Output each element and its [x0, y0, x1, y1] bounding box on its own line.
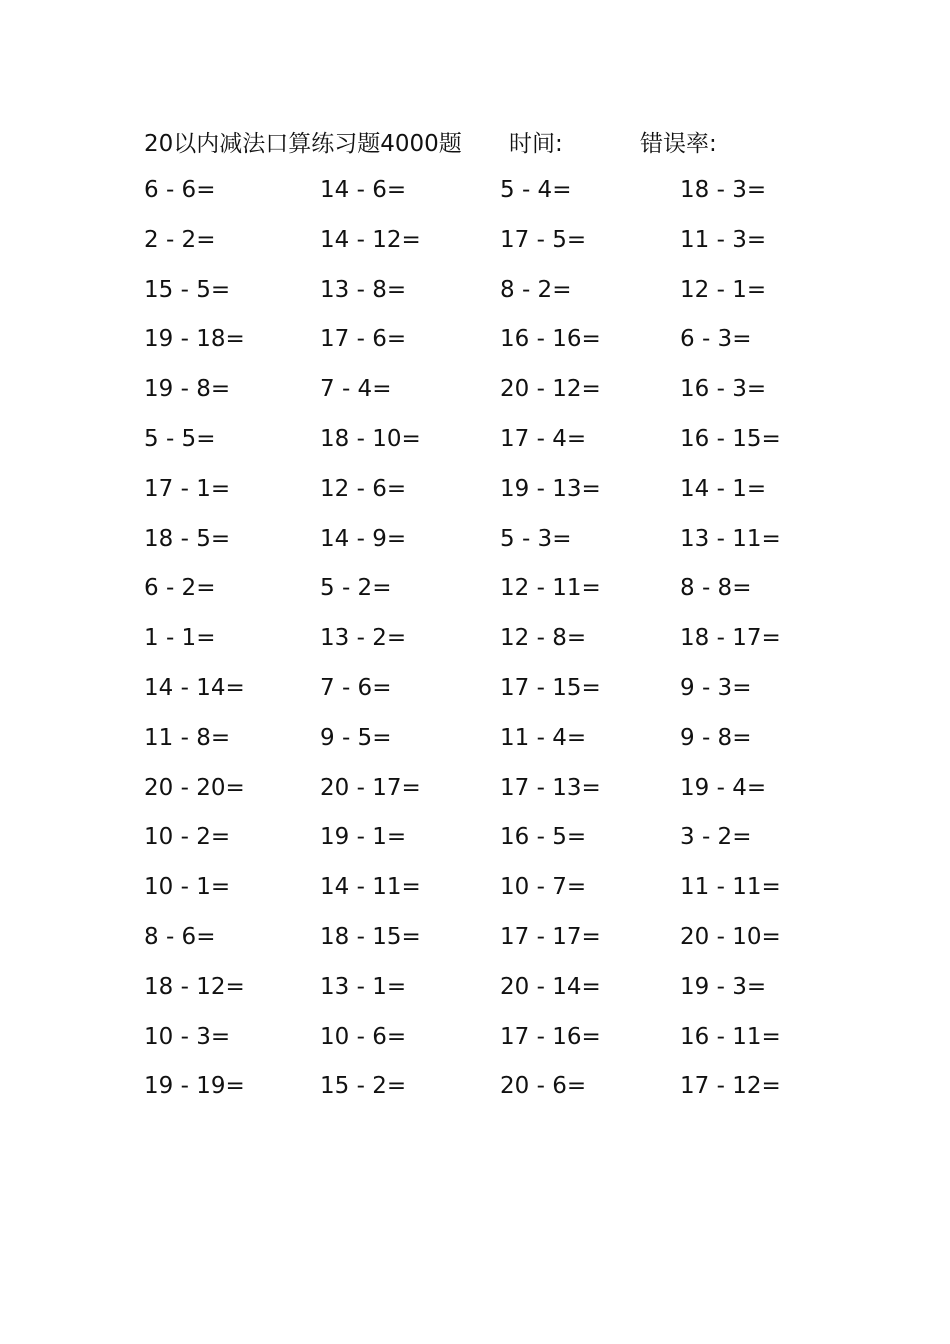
problem-cell: 19 - 19= — [144, 1073, 245, 1100]
problem-cell: 17 - 5= — [500, 226, 587, 253]
problem-cell: 17 - 1= — [144, 475, 231, 502]
problem-cell: 14 - 14= — [144, 674, 245, 701]
problem-cell: 11 - 3= — [680, 226, 767, 253]
problem-cell: 6 - 6= — [144, 177, 216, 203]
problem-row — [0, 863, 950, 913]
problem-cell: 7 - 4= — [320, 376, 392, 403]
problem-cell: 19 - 18= — [144, 326, 245, 353]
problem-cell: 8 - 2= — [500, 276, 572, 303]
problem-row — [0, 315, 950, 365]
problem-cell: 10 - 7= — [500, 874, 587, 901]
problem-cell: 11 - 11= — [680, 874, 781, 901]
problem-cell: 6 - 2= — [144, 575, 216, 602]
problem-cell: 5 - 4= — [500, 177, 572, 203]
problem-cell: 1 - 1= — [144, 625, 216, 652]
time-label: 时间: — [509, 131, 563, 157]
problem-cell: 14 - 9= — [320, 525, 407, 552]
problem-cell: 5 - 5= — [144, 425, 216, 452]
problem-cell: 7 - 6= — [320, 674, 392, 701]
worksheet-title: 20以内减法口算练习题4000题 — [144, 131, 462, 157]
problem-cell: 19 - 1= — [320, 824, 407, 851]
problem-row — [0, 614, 950, 664]
problem-cell: 14 - 1= — [680, 475, 767, 502]
problem-row — [0, 963, 950, 1013]
problem-cell: 17 - 6= — [320, 326, 407, 353]
problem-row — [0, 913, 950, 963]
problem-cell: 13 - 1= — [320, 973, 407, 1000]
problem-cell: 20 - 10= — [680, 923, 781, 950]
problem-cell: 18 - 10= — [320, 425, 421, 452]
problem-cell: 19 - 8= — [144, 376, 231, 403]
problem-cell: 10 - 1= — [144, 874, 231, 901]
problem-cell: 20 - 6= — [500, 1073, 587, 1100]
problem-cell: 18 - 15= — [320, 923, 421, 950]
problem-cell: 14 - 11= — [320, 874, 421, 901]
problem-cell: 17 - 16= — [500, 1023, 601, 1050]
problem-cell: 13 - 8= — [320, 276, 407, 303]
problem-cell: 9 - 5= — [320, 724, 392, 751]
problem-row — [0, 813, 950, 863]
problem-row — [0, 1062, 950, 1112]
problem-cell: 11 - 8= — [144, 724, 231, 751]
problem-row — [0, 515, 950, 565]
problem-cell: 14 - 12= — [320, 226, 421, 253]
problem-cell: 17 - 17= — [500, 923, 601, 950]
worksheet-header — [0, 124, 950, 164]
problem-cell: 2 - 2= — [144, 226, 216, 253]
problem-cell: 20 - 12= — [500, 376, 601, 403]
problem-row — [0, 266, 950, 316]
problem-cell: 9 - 3= — [680, 674, 752, 701]
problem-row — [0, 564, 950, 614]
problem-row — [0, 415, 950, 465]
problem-cell: 12 - 6= — [320, 475, 407, 502]
problem-cell: 16 - 16= — [500, 326, 601, 353]
problem-cell: 17 - 4= — [500, 425, 587, 452]
problem-cell: 16 - 15= — [680, 425, 781, 452]
problem-cell: 13 - 2= — [320, 625, 407, 652]
problem-cell: 8 - 6= — [144, 923, 216, 950]
problem-cell: 10 - 3= — [144, 1023, 231, 1050]
problem-cell: 17 - 13= — [500, 774, 601, 801]
problem-cell: 18 - 5= — [144, 525, 231, 552]
problem-cell: 15 - 2= — [320, 1073, 407, 1100]
problem-row — [0, 664, 950, 714]
problem-cell: 18 - 3= — [680, 177, 767, 203]
problem-row — [0, 764, 950, 814]
problem-cell: 5 - 3= — [500, 525, 572, 552]
problem-cell: 17 - 12= — [680, 1073, 781, 1100]
problem-row — [0, 365, 950, 415]
problem-cell: 16 - 5= — [500, 824, 587, 851]
problem-row — [0, 216, 950, 266]
problem-cell: 19 - 3= — [680, 973, 767, 1000]
problem-cell: 6 - 3= — [680, 326, 752, 353]
problem-cell: 19 - 4= — [680, 774, 767, 801]
error-rate-label: 错误率: — [640, 131, 717, 157]
problem-cell: 16 - 11= — [680, 1023, 781, 1050]
problem-row — [0, 1013, 950, 1063]
problem-row — [0, 714, 950, 764]
problem-cell: 20 - 17= — [320, 774, 421, 801]
problem-cell: 18 - 12= — [144, 973, 245, 1000]
problem-cell: 12 - 11= — [500, 575, 601, 602]
problem-cell: 11 - 4= — [500, 724, 587, 751]
problem-cell: 19 - 13= — [500, 475, 601, 502]
problem-cell: 15 - 5= — [144, 276, 231, 303]
problem-cell: 10 - 2= — [144, 824, 231, 851]
problem-cell: 14 - 6= — [320, 177, 407, 203]
problem-cell: 17 - 15= — [500, 674, 601, 701]
problem-cell: 20 - 20= — [144, 774, 245, 801]
problem-cell: 12 - 8= — [500, 625, 587, 652]
problem-cell: 9 - 8= — [680, 724, 752, 751]
problem-cell: 5 - 2= — [320, 575, 392, 602]
problem-row — [0, 166, 950, 216]
problem-cell: 20 - 14= — [500, 973, 601, 1000]
problem-cell: 13 - 11= — [680, 525, 781, 552]
problem-cell: 12 - 1= — [680, 276, 767, 303]
problem-grid — [0, 166, 950, 1112]
problem-row — [0, 465, 950, 515]
problem-cell: 3 - 2= — [680, 824, 752, 851]
problem-cell: 18 - 17= — [680, 625, 781, 652]
problem-cell: 16 - 3= — [680, 376, 767, 403]
problem-cell: 10 - 6= — [320, 1023, 407, 1050]
problem-cell: 8 - 8= — [680, 575, 752, 602]
